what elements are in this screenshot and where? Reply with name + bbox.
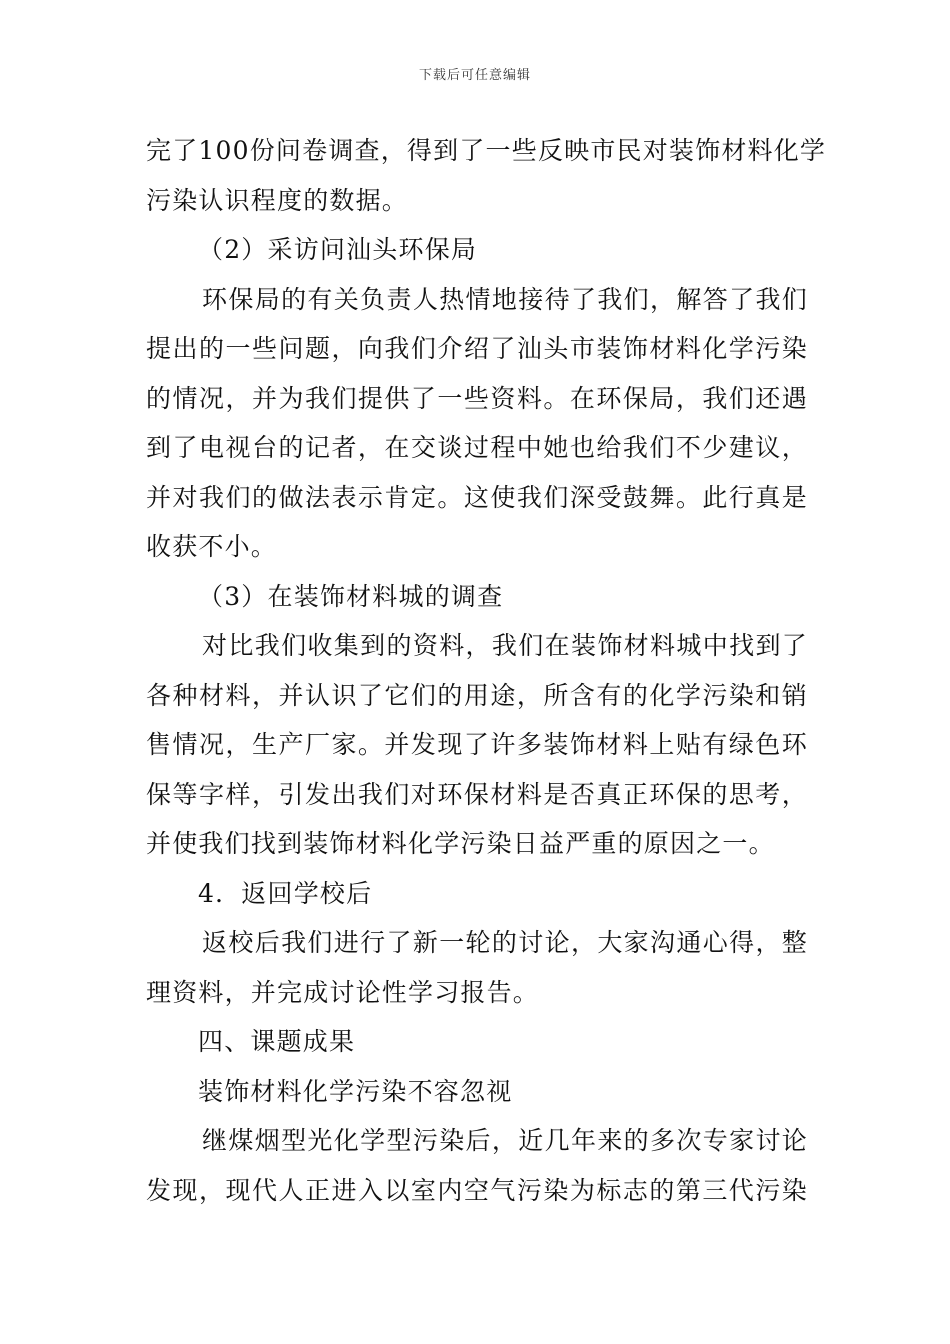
body-line: 污染认识程度的数据。 <box>146 185 409 215</box>
body-line: 收获不小。 <box>146 532 278 561</box>
section-heading: 4．返回学校后 <box>198 878 373 908</box>
body-line: 各种材料，并认识了它们的用途，所含有的化学污染和销 <box>146 680 808 710</box>
body-line: 到了电视台的记者，在交谈过程中她也给我们不少建议， <box>146 433 808 462</box>
body-line: 的情况，并为我们提供了一些资料。在环保局，我们还遇 <box>146 383 808 413</box>
page-header-note: 下载后可任意编辑 <box>418 68 531 83</box>
body-line: 提出的一些问题，向我们介绍了汕头市装饰材料化学污染 <box>146 334 808 363</box>
document-body <box>146 126 827 1215</box>
section-heading: （3）在装饰材料城的调查 <box>198 581 504 611</box>
section-heading: （2）采访问汕头环保局 <box>198 235 478 264</box>
section-heading: 四、课题成果 <box>198 1027 356 1056</box>
subsection-title: 装饰材料化学污染不容忽视 <box>198 1076 513 1106</box>
paragraph-first-line: 对比我们收集到的资料，我们在装饰材料城中找到了 <box>202 631 808 660</box>
paragraph-first-line: 环保局的有关负责人热情地接待了我们，解答了我们 <box>202 284 808 314</box>
paragraph-first-line: 返校后我们进行了新一轮的讨论，大家沟通心得，整 <box>202 928 808 957</box>
body-line: 售情况，生产厂家。并发现了许多装饰材料上贴有绿色环 <box>146 730 808 759</box>
body-line: 完了100份问卷调查，得到了一些反映市民对装饰材料化学 <box>146 136 827 165</box>
paragraph-first-line: 继煤烟型光化学型污染后，近几年来的多次专家讨论 <box>202 1126 808 1155</box>
body-line: 理资料，并完成讨论性学习报告。 <box>146 977 540 1007</box>
body-line: 保等字样，引发出我们对环保材料是否真正环保的思考， <box>146 779 808 809</box>
body-line: 并使我们找到装饰材料化学污染日益严重的原因之一。 <box>146 829 775 858</box>
body-line: 并对我们的做法表示肯定。这使我们深受鼓舞。此行真是 <box>146 482 808 512</box>
body-line: 发现，现代人正进入以室内空气污染为标志的第三代污染 <box>146 1175 808 1205</box>
